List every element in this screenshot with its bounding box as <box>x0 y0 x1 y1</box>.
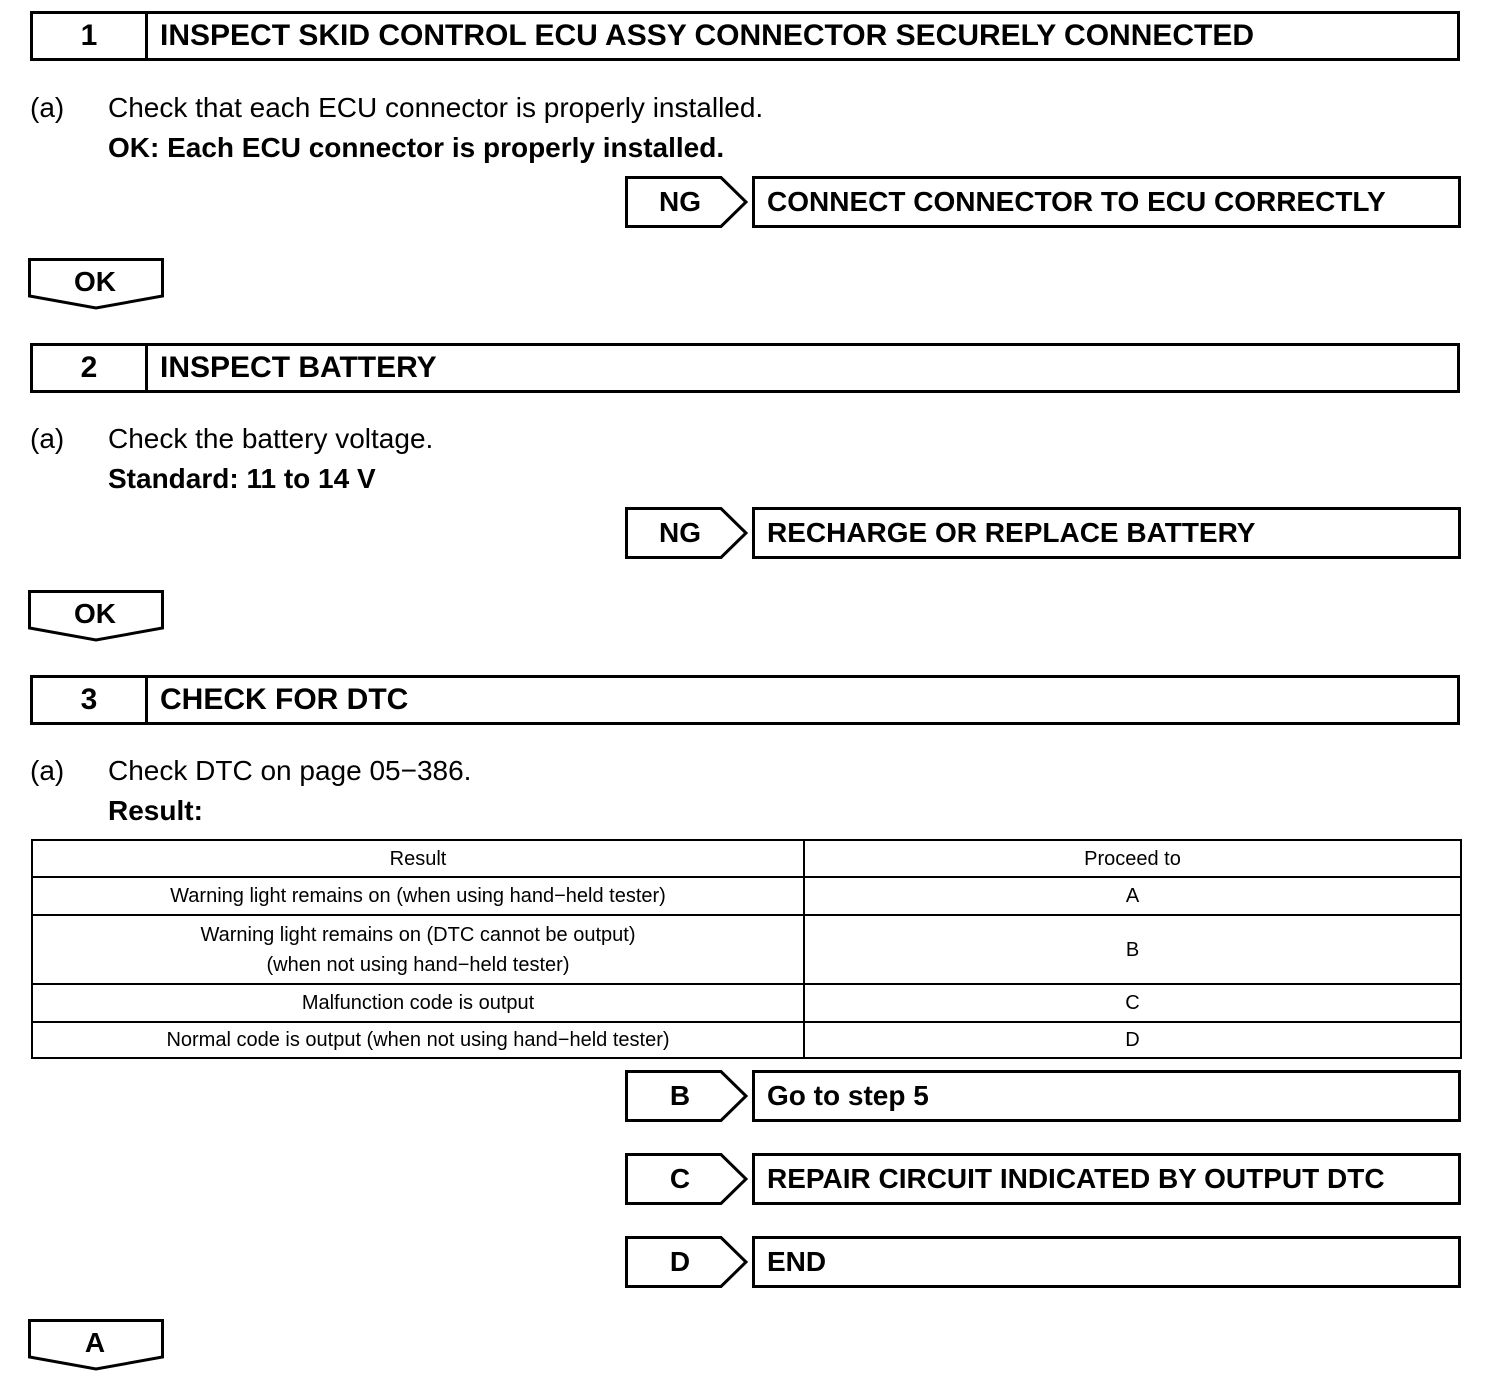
table-cell-proceed: A <box>804 877 1461 915</box>
step-1-instruction: Check that each ECU connector is properly installed. <box>108 92 764 123</box>
step-3-branch-d-label: D <box>669 1246 691 1277</box>
dtc-result-table <box>31 839 1462 1059</box>
step-2-instruction: Check the battery voltage. <box>108 423 434 454</box>
step-1-branch-action: CONNECT CONNECTOR TO ECU CORRECTLY <box>752 176 1461 228</box>
step-3-branch-c-label: C <box>669 1163 691 1194</box>
step-1-ok-tag <box>28 258 166 312</box>
step-3-branch-b-label: B <box>669 1080 691 1111</box>
step-3-branch-c-action: REPAIR CIRCUIT INDICATED BY OUTPUT DTC <box>752 1153 1461 1205</box>
table-cell-result: Warning light remains on (when using hand−held tester) <box>32 877 804 915</box>
table-header-proceed: Proceed to <box>804 840 1461 877</box>
step-2-ok-tag <box>28 590 166 644</box>
table-cell-result <box>32 915 804 984</box>
step-3-a-label: A <box>84 1327 106 1358</box>
step-2-header <box>30 343 1460 393</box>
table-cell-proceed: B <box>804 915 1461 984</box>
step-2-title: INSPECT BATTERY <box>160 351 437 384</box>
step-3-header <box>30 675 1460 725</box>
table-cell-result: Malfunction code is output <box>32 984 804 1022</box>
step-1-ok-label: OK <box>74 266 116 297</box>
table-row <box>32 877 1461 915</box>
table-cell-proceed: C <box>804 984 1461 1022</box>
step-3-instruction: Check DTC on page 05−386. <box>108 755 472 786</box>
table-cell-result-line-2: (when not using hand−held tester) <box>266 953 570 976</box>
step-2-ng-branch <box>625 507 1461 559</box>
step-2-number: 2 <box>33 346 148 390</box>
step-1-criterion: OK: Each ECU connector is properly installed. <box>108 132 725 163</box>
step-2-criterion: Standard: 11 to 14 V <box>108 463 376 494</box>
step-2-branch-action: RECHARGE OR REPLACE BATTERY <box>752 507 1461 559</box>
table-cell-result: Normal code is output (when not using hand−held tester) <box>32 1022 804 1058</box>
step-3-a-tag <box>28 1319 166 1373</box>
table-row <box>32 915 1461 984</box>
step-3-branch-c <box>625 1153 1461 1205</box>
step-3-branch-b <box>625 1070 1461 1122</box>
step-3-branch-d-action: END <box>752 1236 1461 1288</box>
step-1-number: 1 <box>33 14 148 58</box>
step-3-sub-letter: (a) <box>30 755 65 786</box>
step-3-branch-b-action: Go to step 5 <box>752 1070 1461 1122</box>
step-2-branch-label: NG <box>659 517 701 548</box>
step-1-branch-label: NG <box>659 186 701 217</box>
step-1-header <box>30 11 1460 61</box>
step-1-sub-letter: (a) <box>30 92 65 123</box>
table-row <box>32 984 1461 1022</box>
table-header-row <box>32 840 1461 877</box>
table-header-result: Result <box>32 840 804 877</box>
step-1-title: INSPECT SKID CONTROL ECU ASSY CONNECTOR SECURELY CONNECTED <box>160 19 1255 52</box>
step-2-ok-label: OK <box>74 598 116 629</box>
step-3-branch-d <box>625 1236 1461 1288</box>
step-1-ng-branch <box>625 176 1461 228</box>
table-cell-result-line-1: Warning light remains on (DTC cannot be output) <box>200 923 636 946</box>
step-2-sub-letter: (a) <box>30 423 65 454</box>
step-3-number: 3 <box>33 678 148 722</box>
table-cell-proceed: D <box>804 1022 1461 1058</box>
table-row <box>32 1022 1461 1058</box>
step-3-title: CHECK FOR DTC <box>160 683 409 716</box>
step-3-criterion: Result: <box>108 795 203 826</box>
